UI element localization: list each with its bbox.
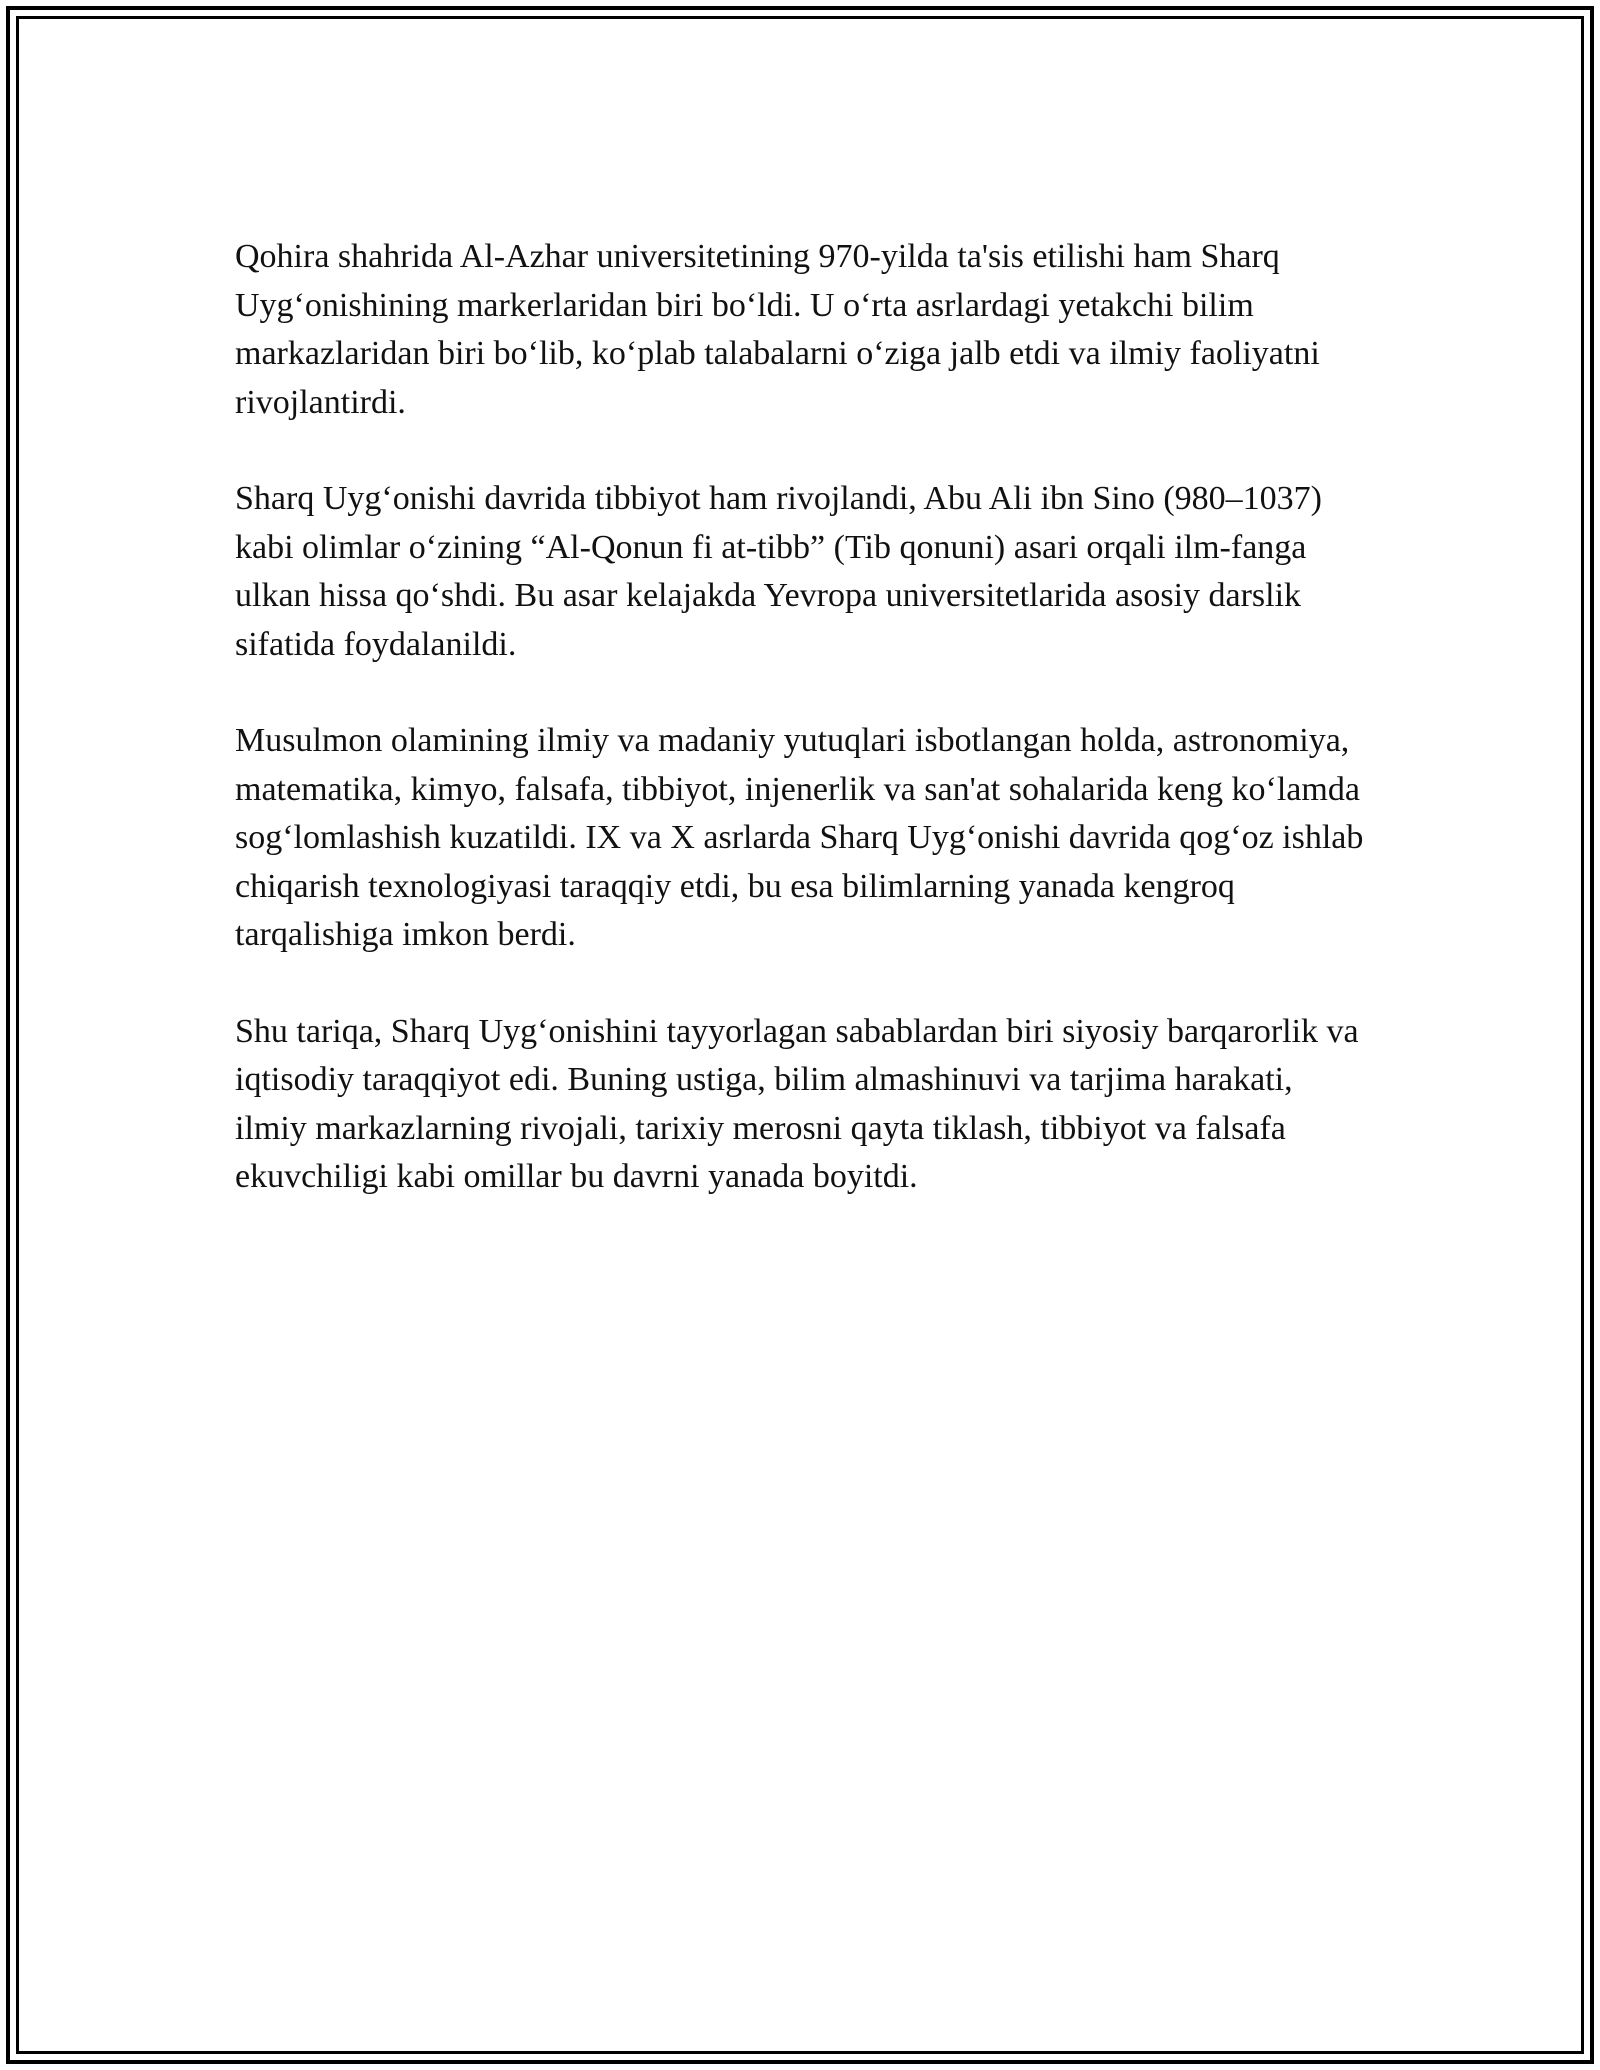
paragraph-al-azhar: Qohira shahrida Al-Azhar universitetining 970-yilda ta'sis etilishi ham Sharq Uyg‘onishining markerlaridan biri bo‘ldi. U o‘rta asrlardagi yetakchi bilim markazlaridan biri bo‘lib, ko‘plab talabalarni o‘ziga jalb etdi va ilmiy faoliyatni rivojlantirdi. bbox=[235, 238, 1320, 421]
paragraph-ibn-sino: Sharq Uyg‘onishi davrida tibbiyot ham rivojlandi, Abu Ali ibn Sino (980–1037) kabi olimlar o‘zining “Al-Qonun fi at-tibb” (Tib qonuni) asari orqali ilm-fanga ulkan hissa qo‘shdi. Bu asar kelajakda Yevropa universitetlarida asosiy darslik sifatida foydalanildi. bbox=[235, 480, 1322, 663]
document-body bbox=[235, 233, 1370, 1250]
paragraph-causes: Shu tariqa, Sharq Uyg‘onishini tayyorlagan sabablardan biri siyosiy barqarorlik va iqtisodiy taraqqiyot edi. Buning ustiga, bilim almashinuvi va tarjima harakati, ilmiy markazlarning rivojali, tarixiy merosni qayta tiklash, tibbiyot va falsafa ekuvchiligi kabi omillar bu davrni yanada boyitdi. bbox=[235, 1012, 1359, 1195]
paragraph-scientific-achievements: Musulmon olamining ilmiy va madaniy yutuqlari isbotlangan holda, astronomiya, matematika, kimyo, falsafa, tibbiyot, injenerlik va san'at sohalarida keng ko‘lamda sog‘lomlashish kuzatildi. IX va X asrlarda Sharq Uyg‘onishi davrida qog‘oz ishlab chiqarish texnologiyasi taraqqiy etdi, bu esa bilimlarning yanada kengroq tarqalishiga imkon berdi. bbox=[235, 722, 1364, 953]
